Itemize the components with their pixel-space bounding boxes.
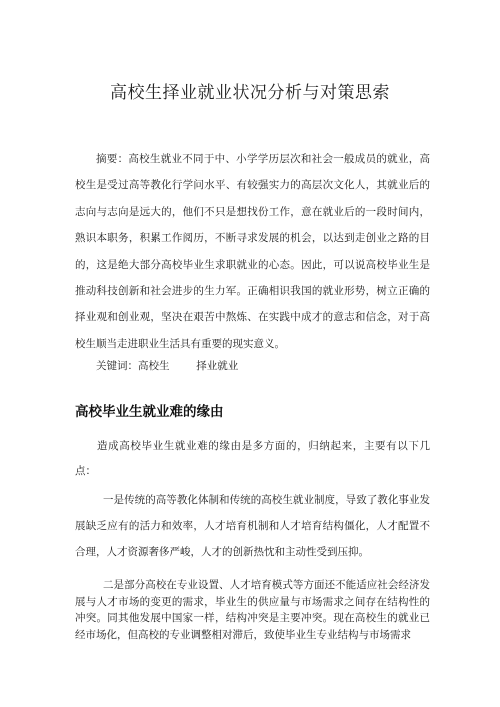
abstract-paragraph: 摘要：高校生就业不同于中、小学学历层次和社会一般成员的就业，高校生是受过高等教化行学问水平、有较强实力的高层次文化人，其就业后的志向与志向是远大的，他们不只是想找份工作，意在就业后的一段时间内，熟识本职务，积累工作阅历，不断寻求发展的机会，以达到走创业之路的目的，这是绝大部分高校毕业生求职就业的心态。因此，可以说高校毕业生是推动科技创新和社会进步的生力军。正确相识我国的就业形势，树立正确的择业观和创业观，坚决在艰苦中熬炼、在实践中成才的意志和信念，对于高校生顺当走进职业生活具有重要的现实意义。 [75,153,430,350]
keywords-line: 关键词：高校生 择业就业 [96,360,239,372]
body-paragraph-1: 造成高校毕业生就业难的缘由是多方面的，归纳起来，主要有以下几点： [75,440,430,477]
body-paragraph-2: 一是传统的高等教化体制和传统的高校生就业制度，导致了教化事业发展缺乏应有的活力和效率，人才培育机制和人才培育结构僵化，人才配置不合理，人才资源奢侈严峻，人才的创新热忱和主动性受到压抑。 [75,494,430,558]
body-paragraph-3: 二是部分高校在专业设置、人才培育模式等方面还不能适应社会经济发展与人才市场的变更的需求，毕业生的供应量与市场需求之间存在结构性的冲突。同其他发展中国家一样，结构冲突是主要冲突。现在高校生的就业已经市场化，但高校的专业调整相对滞后，致使毕业生专业结构与市场需求 [75,579,430,641]
document-title: 高校生择业就业状况分析与对策思索 [110,83,390,103]
section-heading: 高校毕业生就业难的缘由 [75,404,224,420]
